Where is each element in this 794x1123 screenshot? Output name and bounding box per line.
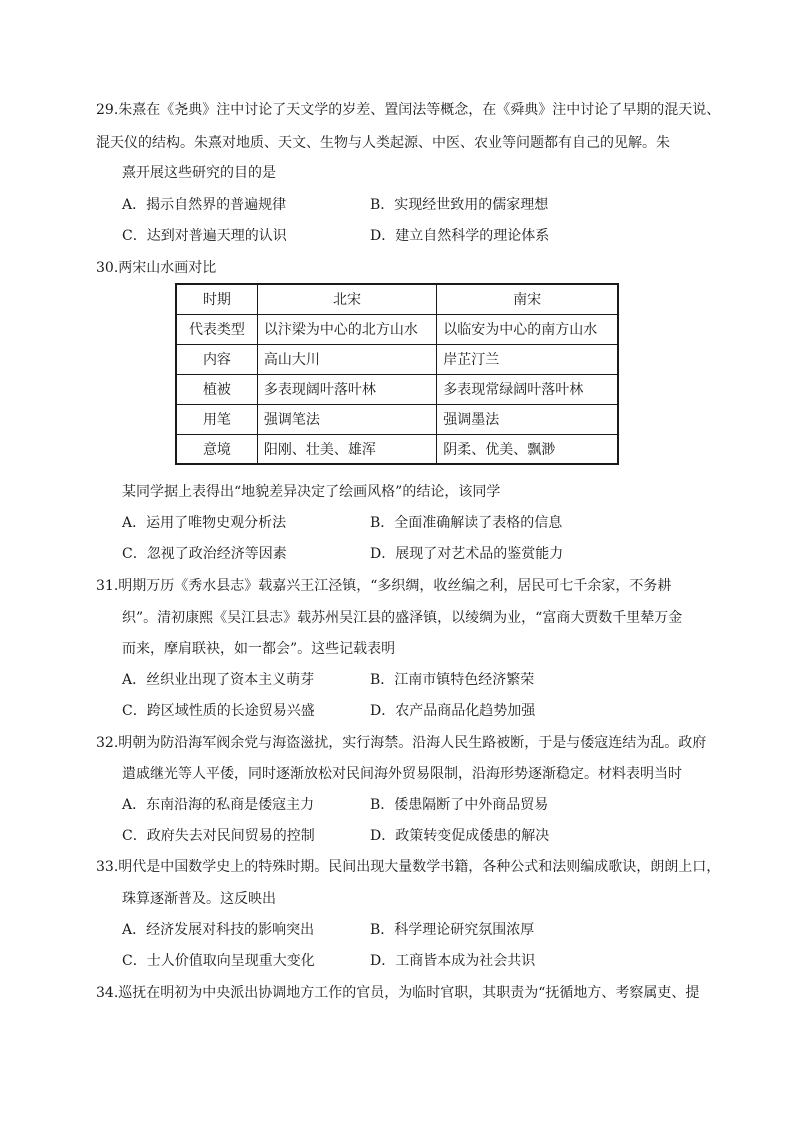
q33-option-a: A．经济发展对科技的影响突出 (122, 922, 315, 938)
table-cell: 多表现常绿阔叶落叶林 (437, 374, 618, 404)
table-header-cell: 时期 (176, 284, 257, 314)
table-row (176, 314, 618, 344)
q29-option-a: A．揭示自然界的普遍规律 (122, 197, 287, 213)
table-header-cell: 南宋 (437, 284, 618, 314)
q33-option-d: D．工商皆本成为社会共识 (370, 953, 536, 969)
q29-stem-line-2: 混天仪的结构。朱熹对地质、天文、生物与人类起源、中医、农业等问题都有自己的见解。朱 (96, 135, 670, 151)
q30-option-a: A．运用了唯物史观分析法 (122, 515, 287, 531)
q33-option-c: C．士人价值取向呈现重大变化 (122, 953, 315, 969)
table-row (176, 434, 618, 464)
song-landscape-comparison-table (175, 283, 619, 465)
q32-stem-line-2: 遣戚继光等人平倭，同时逐渐放松对民间海外贸易限制，沿海形势逐渐稳定。材料表明当时 (122, 766, 682, 782)
q29-option-c: C．达到对普遍天理的认识 (122, 228, 287, 244)
q30-option-c: C．忽视了政治经济等因素 (122, 546, 287, 562)
q33-option-b: B．科学理论研究氛围浓厚 (370, 922, 535, 938)
table-cell: 意境 (176, 434, 257, 464)
table-cell: 植被 (176, 374, 257, 404)
q31-stem-line-2: 织”。清初康熙《吴江县志》载苏州吴江县的盛泽镇，以绫绸为业，“富商大贾数千里辇万金 (122, 610, 683, 626)
table-cell: 岸芷汀兰 (437, 344, 618, 374)
q30-option-d: D．展现了对艺术品的鉴赏能力 (370, 546, 564, 562)
table-cell: 内容 (176, 344, 257, 374)
q32-stem-line-1: 32.明朝为防沿海军阀余党与海盗滋扰，实行海禁。沿海人民生路被断，于是与倭寇连结为乱。政府 (96, 735, 707, 751)
table-cell: 以临安为中心的南方山水 (437, 314, 618, 344)
q30-stem: 某同学据上表得出“地貌差异决定了绘画风格”的结论，该同学 (122, 484, 501, 500)
table-cell: 多表现阔叶落叶林 (257, 374, 436, 404)
table-header-cell: 北宋 (257, 284, 436, 314)
q29-option-b: B．实现经世致用的儒家理想 (370, 197, 549, 213)
q32-option-a: A．东南沿海的私商是倭寇主力 (122, 797, 315, 813)
q30-option-b: B．全面准确解读了表格的信息 (370, 515, 563, 531)
q32-option-b: B．倭患隔断了中外商品贸易 (370, 797, 549, 813)
table-row (176, 404, 618, 434)
table-row (176, 344, 618, 374)
q32-option-d: D．政策转变促成倭患的解决 (370, 828, 550, 844)
q33-stem-line-1: 33.明代是中国数学史上的特殊时期。民间出现大量数学书籍，各种公式和法则编成歌诀，朗朗上口， (96, 859, 721, 875)
table-cell: 强调墨法 (437, 404, 618, 434)
q31-option-b: B．江南市镇特色经济繁荣 (370, 672, 535, 688)
q29-stem-line-1: 29.朱熹在《尧典》注中讨论了天文学的岁差、置闰法等概念，在《舜典》注中讨论了早期的混天说、 (96, 102, 721, 118)
q31-stem-line-3: 而来，摩肩联袂，如一都会”。这些记载表明 (122, 641, 396, 657)
q33-stem-line-2: 珠算逐渐普及。这反映出 (122, 891, 276, 907)
table-cell: 强调笔法 (257, 404, 436, 434)
table-cell: 阴柔、优美、飘渺 (437, 434, 618, 464)
q31-option-d: D．农产品商品化趋势加强 (370, 703, 536, 719)
table-cell: 以汴梁为中心的北方山水 (257, 314, 436, 344)
table-cell: 高山大川 (257, 344, 436, 374)
q31-option-c: C．跨区域性质的长途贸易兴盛 (122, 703, 315, 719)
q32-option-c: C．政府失去对民间贸易的控制 (122, 828, 315, 844)
table-cell: 代表类型 (176, 314, 257, 344)
q31-option-a: A．丝织业出现了资本主义萌芽 (122, 672, 315, 688)
table-header-row (176, 284, 618, 314)
q29-option-d: D．建立自然科学的理论体系 (370, 228, 550, 244)
q31-stem-line-1: 31.明期万历《秀水县志》载嘉兴王江泾镇，“多织绸，收丝编之利，居民可七千余家，不务耕 (96, 578, 672, 594)
table-cell: 用笔 (176, 404, 257, 434)
q30-title: 30.两宋山水画对比 (96, 260, 217, 276)
table-cell: 阳刚、壮美、雄浑 (257, 434, 436, 464)
table-row (176, 374, 618, 404)
q29-stem-line-3: 熹开展这些研究的目的是 (122, 165, 276, 181)
q34-stem-line-1: 34.巡抚在明初为中央派出协调地方工作的官员，为临时官职，其职责为“抚循地方、考察属吏、提 (96, 985, 700, 1001)
